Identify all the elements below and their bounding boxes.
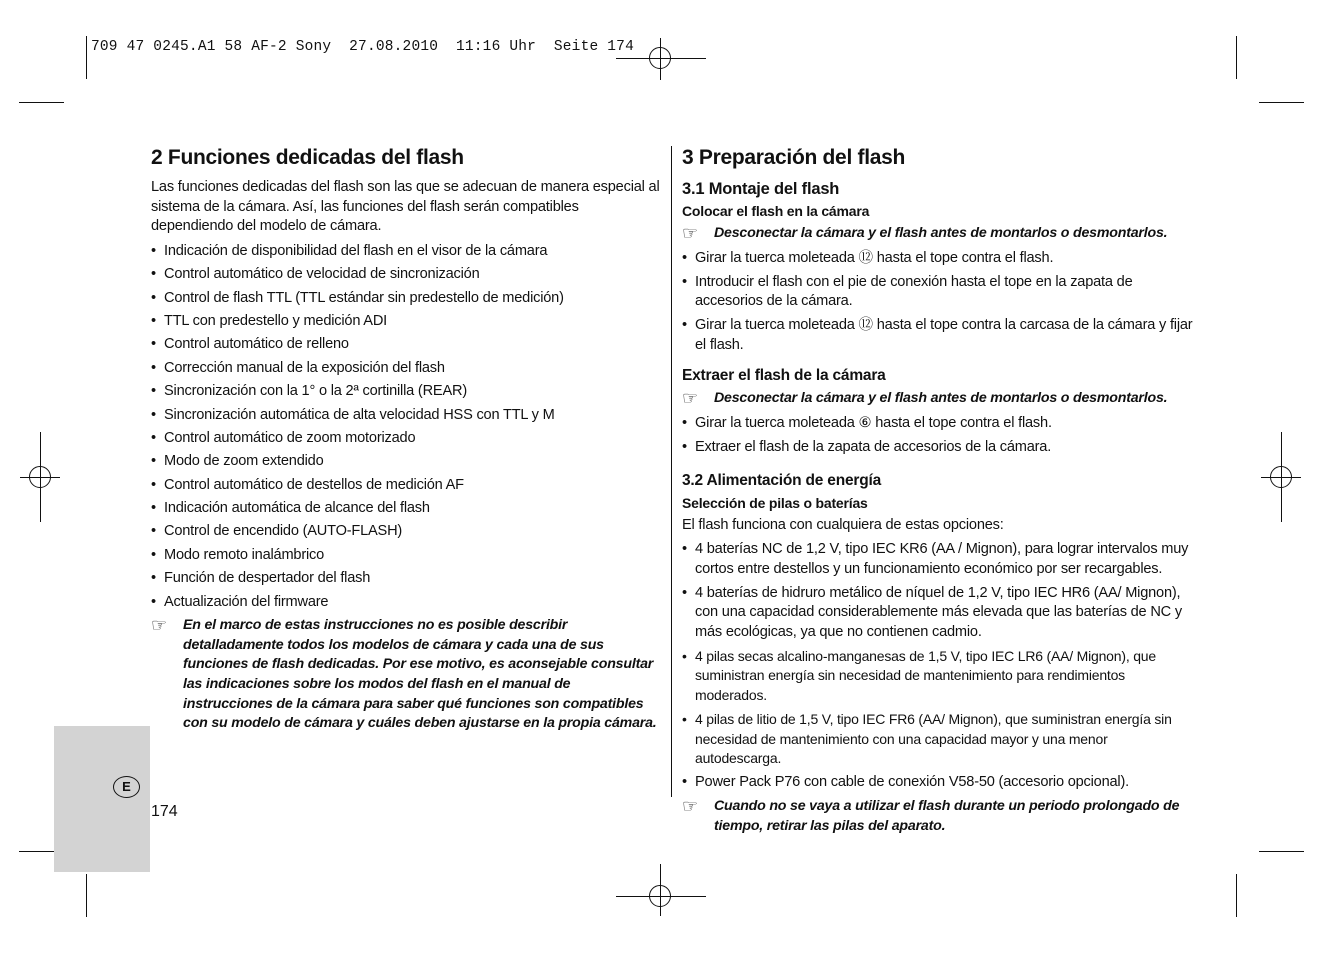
list-item: • Sincronización con la 1° o la 2ª cortinilla (REAR) — [151, 382, 663, 402]
list-item: • Indicación automática de alcance del flash — [151, 499, 663, 519]
list-item: • TTL con predestello y medición ADI — [151, 312, 663, 332]
list-item: • 4 baterías NC de 1,2 V, tipo IEC KR6 (AA / Mignon), para lograr intervalos muy cortos entre destellos y un funcionamiento económico por ser recargables. — [682, 541, 1189, 577]
power-options — [682, 540, 1194, 793]
subheading: Selección de pilas o baterías — [682, 494, 868, 511]
crop-mark — [1236, 874, 1237, 917]
list-item: • Control automático de destellos de medición AF — [151, 476, 663, 496]
bullet: • — [682, 647, 687, 664]
list-item: • Función de despertador del flash — [151, 569, 663, 589]
crop-mark — [86, 36, 87, 79]
bullet: • — [682, 584, 687, 601]
bullet: • — [151, 429, 156, 446]
pointing-hand-icon: ☞ — [151, 615, 167, 636]
list-item: • Girar la tuerca moleteada ⑫ hasta el tope contra la carcasa de la cámara y fijar el flash. — [682, 317, 1193, 353]
list-item: • Extraer el flash de la zapata de accesorios de la cámara. — [682, 438, 1194, 458]
list-item: • 4 pilas secas alcalino-manganesas de 1,5 V, tipo IEC LR6 (AA/ Mignon), que suministran energía sin necesidad de mantenimiento para rendimientos moderados. — [682, 647, 1156, 704]
bullet: • — [151, 406, 156, 423]
list-item: • Girar la tuerca moleteada ⑥ hasta el tope contra el flash. — [682, 414, 1194, 434]
list-item: • Control de encendido (AUTO-FLASH) — [151, 522, 663, 542]
registration-line — [660, 40, 661, 80]
bullet: • — [151, 312, 156, 329]
list-item: • Power Pack P76 con cable de conexión V58-50 (accesorio opcional). — [682, 773, 1194, 793]
note: ☞ Desconectar la cámara y el flash antes de montarlos o desmontarlos. — [682, 388, 1168, 409]
language-badge: E — [113, 776, 140, 798]
page-number: 174 — [151, 803, 178, 820]
bullet: • — [151, 242, 156, 259]
list-item: • Control automático de relleno — [151, 335, 663, 355]
language-tab — [54, 726, 150, 872]
list-item: • Sincronización automática de alta velocidad HSS con TTL y M — [151, 406, 663, 426]
list-item: • Actualización del firmware — [151, 593, 663, 613]
bullet: • — [151, 570, 156, 587]
registration-line — [1281, 432, 1282, 522]
registration-line — [40, 432, 41, 522]
bullet: • — [151, 476, 156, 493]
pointing-hand-icon: ☞ — [682, 223, 698, 243]
bullet: • — [682, 438, 687, 455]
bullet: • — [682, 249, 687, 266]
subsection-title: 3.1 Montaje del flash — [682, 180, 840, 198]
crop-mark — [1259, 102, 1304, 103]
registration-line — [616, 896, 706, 897]
crop-mark — [1259, 851, 1304, 852]
list-item: • Corrección manual de la exposición del flash — [151, 359, 663, 379]
bullet: • — [682, 711, 687, 728]
power-intro: El flash funciona con cualquiera de estas opciones: — [682, 516, 1004, 533]
function-list — [151, 242, 663, 612]
column-divider — [671, 146, 672, 797]
bullet: • — [151, 593, 156, 610]
list-item: • 4 pilas de litio de 1,5 V, tipo IEC FR6 (AA/ Mignon), que suministran energía sin necesidad de mantenimiento con una capacidad mayor y una menor autodescarga. — [682, 711, 1172, 767]
list-item: • Indicación de disponibilidad del flash en el visor de la cámara — [151, 242, 663, 262]
bullet: • — [151, 546, 156, 563]
extraction-steps — [682, 414, 1194, 458]
crop-mark — [86, 874, 87, 917]
right-column — [682, 144, 1194, 841]
registration-line — [660, 864, 661, 916]
bullet: • — [151, 453, 156, 470]
bullet: • — [151, 523, 156, 540]
mounting-steps — [682, 249, 1194, 356]
bullet: • — [151, 336, 156, 353]
list-item: • Introducir el flash con el pie de conexión hasta el tope en la zapata de accesorios de la cámara. — [682, 273, 1133, 310]
note: ☞ Desconectar la cámara y el flash antes de montarlos o desmontarlos. — [682, 223, 1168, 243]
print-header: 709 47 0245.A1 58 AF-2 Sony 27.08.2010 11:16 Uhr Seite 174 — [91, 39, 634, 55]
bullet: • — [151, 383, 156, 400]
crop-mark — [1236, 36, 1237, 79]
bullet: • — [151, 266, 156, 283]
subheading: Colocar el flash en la cámara — [682, 203, 870, 219]
list-item: • Modo de zoom extendido — [151, 452, 663, 472]
crop-mark — [19, 102, 64, 103]
note: ☞ En el marco de estas instrucciones no es posible describir detalladamente todos los modelos de cámara y cada una de sus funciones de flash dedicadas. Por ese motivo, es aconsejable consultar las indicaciones sobre los modos del flash en el manual de instrucciones de la cámara para saber qué funciones son compatibles con su modelo de cámara y cuáles deben ajustarse en la propia cámara. — [151, 615, 657, 732]
pointing-hand-icon: ☞ — [682, 388, 698, 409]
list-item: • Modo remoto inalámbrico — [151, 546, 663, 566]
bullet: • — [682, 273, 687, 290]
section-title: 3 Preparación del flash — [682, 146, 906, 169]
bullet: • — [682, 541, 687, 558]
bullet: • — [682, 317, 687, 334]
intro-paragraph: Las funciones dedicadas del flash son las que se adecuan de manera especial al sistema de la cámara. Así, las funciones del flash serán compatibles dependiendo del modelo de cámara. — [151, 179, 660, 235]
list-item: • Girar la tuerca moleteada ⑫ hasta el tope contra el flash. — [682, 249, 1194, 269]
list-item: • 4 baterías de hidruro metálico de níquel de 1,2 V, tipo IEC HR6 (AA/ Mignon), con una capacidad considerablemente más elevada que las baterías de NC y más ecológicas, ya que no contienen cadmio. — [682, 584, 1182, 640]
bullet: • — [151, 500, 156, 517]
pointing-hand-icon: ☞ — [682, 796, 698, 817]
section-title: 2 Funciones dedicadas del flash — [151, 146, 464, 169]
bullet: • — [682, 774, 687, 791]
list-item: • Control automático de velocidad de sincronización — [151, 265, 663, 285]
list-item: • Control de flash TTL (TTL estándar sin predestello de medición) — [151, 289, 663, 309]
list-item: • Control automático de zoom motorizado — [151, 429, 663, 449]
subheading: Extraer el flash de la cámara — [682, 367, 886, 385]
subsection-title: 3.2 Alimentación de energía — [682, 471, 882, 489]
bullet: • — [682, 414, 687, 431]
left-column — [151, 144, 663, 739]
note: ☞ Cuando no se vaya a utilizar el flash durante un periodo prolongado de tiempo, retirar las pilas del aparato. — [682, 796, 1180, 834]
bullet: • — [151, 289, 156, 306]
bullet: • — [151, 359, 156, 376]
